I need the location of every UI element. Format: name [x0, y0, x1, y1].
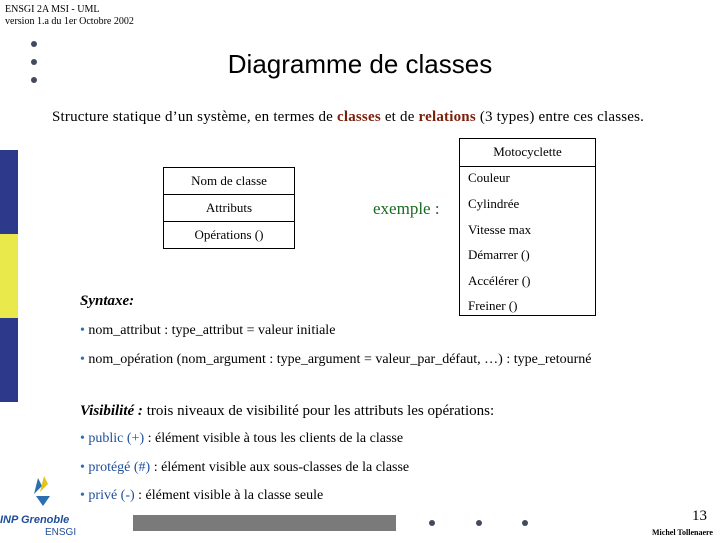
footer-dot: [476, 520, 482, 526]
intro-part2: et de: [380, 109, 419, 125]
example-operation: Accélérer (): [468, 272, 531, 288]
example-operation: Démarrer (): [468, 247, 530, 262]
class-template-operations: Opérations (): [164, 221, 294, 248]
visibility-desc: : élément visible à la classe seule: [134, 488, 324, 503]
syntax-item: [80, 351, 591, 369]
slide-title: Diagramme de classes: [227, 49, 493, 79]
visibility-heading: [80, 402, 494, 420]
class-template-name: Nom de classe: [191, 173, 267, 188]
visibility-term-private: privé (-): [88, 488, 135, 503]
intro-part3: (3 types) entre ces classes.: [475, 109, 645, 125]
visibility-item: [80, 487, 323, 505]
visibility-label: Visibilité :: [80, 403, 143, 419]
side-bar-blue: [0, 150, 18, 234]
decor-dot: [31, 41, 37, 47]
intro-relations: relations: [418, 109, 476, 125]
class-template-attributes: Attributs: [164, 194, 294, 221]
visibility-desc: : élément visible à tous les clients de la classe: [144, 431, 404, 446]
bullet: •: [80, 323, 85, 338]
bullet: •: [80, 352, 85, 367]
example-operation: Freiner (): [468, 298, 518, 313]
header-course: ENSGI 2A MSI - UML: [5, 4, 100, 15]
author-name: Michel Tollenaere: [652, 528, 713, 537]
syntax-item: [80, 322, 335, 340]
side-bar-blue: [0, 318, 18, 402]
intro-part1: Structure statique d’un système, en termes de: [52, 109, 337, 125]
footer-dot: [429, 520, 435, 526]
visibility-term-public: public (+): [88, 431, 145, 446]
intro-classes: classes: [336, 109, 381, 125]
page-number: 13: [692, 508, 707, 524]
visibility-item: [80, 430, 403, 448]
side-bar-yellow: [0, 234, 18, 318]
bullet: •: [80, 460, 85, 475]
header-version: version 1.a du 1er Octobre 2002: [5, 16, 134, 27]
syntax-label: Syntaxe:: [80, 293, 135, 309]
footer-dot: [522, 520, 528, 526]
bullet: •: [80, 488, 85, 503]
inp-grenoble-logo: [0, 472, 90, 538]
logo-text-bottom: ENSGI: [45, 527, 77, 538]
syntax-attribute: nom_attribut : type_attribut = valeur initiale: [88, 323, 336, 338]
footer-bar: [133, 515, 396, 531]
example-class-box: [459, 138, 596, 316]
example-label: exemple :: [373, 199, 440, 218]
example-attribute: Vitesse max: [468, 221, 532, 237]
class-template-box: [163, 167, 295, 249]
intro-text: [52, 108, 644, 126]
syntax-operation: nom_opération (nom_argument : type_argument = valeur_par_défaut, …) : type_retourné: [88, 352, 592, 367]
logo-text-top: INP Grenoble: [0, 514, 70, 526]
bullet: •: [80, 431, 85, 446]
example-class-name: Motocyclette: [460, 139, 595, 167]
visibility-term-protected: protégé (#): [88, 460, 151, 475]
visibility-item: [80, 459, 409, 477]
visibility-intro: trois niveaux de visibilité pour les attributs les opérations:: [142, 403, 495, 419]
example-attribute: Cylindrée: [468, 196, 520, 211]
example-attribute: Couleur: [468, 170, 510, 185]
visibility-desc: : élément visible aux sous-classes de la classe: [150, 460, 410, 475]
